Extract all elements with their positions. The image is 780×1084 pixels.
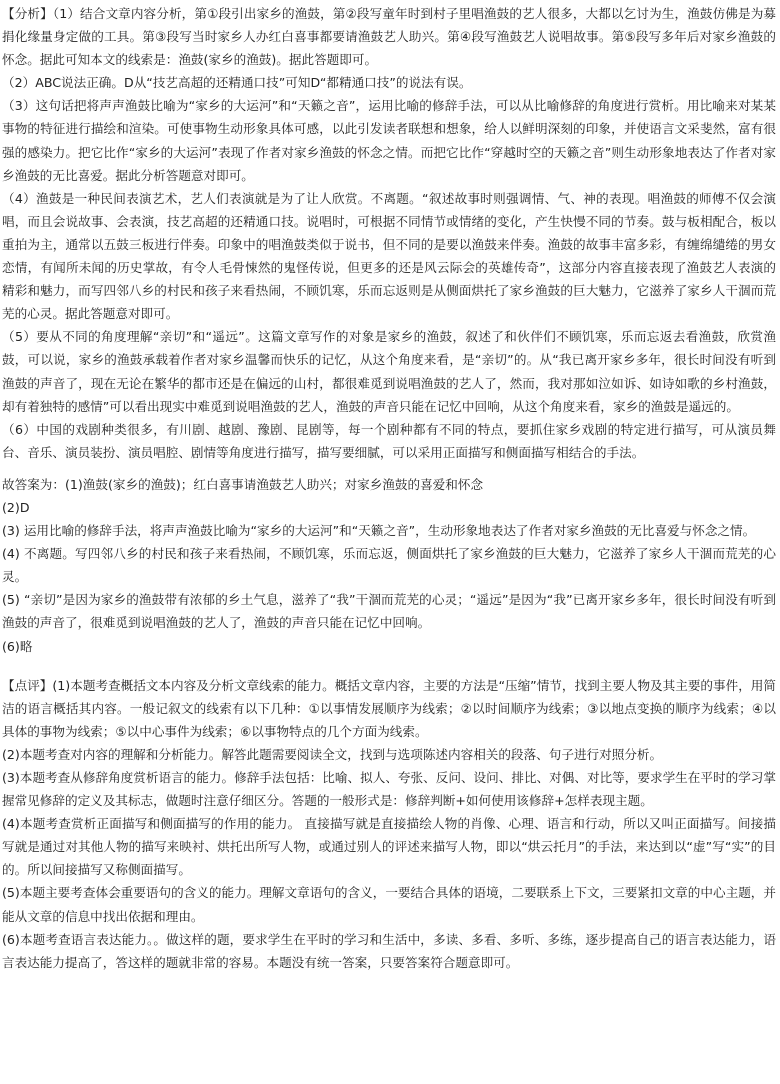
- answer-section: [2, 473, 776, 658]
- answer-line-2: (2)D: [2, 499, 30, 515]
- section-spacer: [2, 658, 776, 674]
- comment-paragraph-1: 【点评】(1)本题考查概括文本内容及分析文章线索的能力。概括文章内容，主要的方法是“压缩”情节，找到主要人物及其主要的事件，用简洁的语言概括其内容。一般记叙文的线索有以下几种：①以事情发展顺序为线索；②以时间顺序为线索；③以地点变换的顺序为线索；④以具体的事物为线索；⑤以中心事件为线索；⑥以事物特点的几个方面为线索。: [2, 677, 776, 739]
- analysis-paragraph-6: （6）中国的戏剧种类很多，有川剧、越剧、豫剧、昆剧等，每一个剧种都有不同的特点，要抓住家乡戏剧的特定进行描写，可从演员舞台、音乐、演员装扮、演员唱腔、剧情等角度进行描写，描写要细腻，可以采用正面描写和侧面描写相结合的手法。: [2, 421, 776, 460]
- answer-line-3: (3) 运用比喻的修辞手法，将声声渔鼓比喻为“家乡的大运河”和“天籁之音”，生动形象地表达了作者对家乡渔鼓的无比喜爱与怀念之情。: [2, 523, 756, 539]
- analysis-paragraph-1: 【分析】（1）结合文章内容分析，第①段引出家乡的渔鼓，第②段写童年时到村子里唱渔鼓的艺人很多，大都以乞讨为生，渔鼓仿佛是为募捐化缘量身定做的工具。第③段写当时家乡人办红白喜事都要请渔鼓艺人助兴。第④段写渔鼓艺人说唱故事。第⑤段写多年后对家乡渔鼓的怀念。据此可知本文的线索是：渔鼓(家乡的渔鼓)。据此答题即可。: [2, 6, 776, 68]
- comment-paragraph-3: (3)本题考查从修辞角度赏析语言的能力。修辞手法包括：比喻、拟人、夸张、反问、设问、排比、对偶、对比等，要求学生在平时的学习掌握常见修辞的定义及其标志，做题时注意仔细区分。答题的一般形式是：修辞判断+如何使用该修辞+怎样表现主题。: [2, 770, 776, 809]
- analysis-section: [2, 2, 776, 464]
- analysis-paragraph-2: （2）ABC说法正确。D从“技艺高超的还精通口技”可知D“都精通口技”的说法有误。: [2, 75, 472, 91]
- comment-paragraph-5: (5)本题主要考查体会重要语句的含义的能力。理解文章语句的含义，一要结合具体的语境，二要联系上下文，三要紧扣文章的中心主题，并能从文章的信息中找出依据和理由。: [2, 885, 776, 924]
- answer-line-6: (6)略: [2, 638, 33, 654]
- analysis-paragraph-5: （5）要从不同的角度理解“亲切”和“遥远”。这篇文章写作的对象是家乡的渔鼓，叙述了和伙伴们不顾饥寒，乐而忘返去看渔鼓，欣赏渔鼓，可以说，家乡的渔鼓承载着作者对家乡温馨而快乐的记忆，从这个角度来看，是“亲切”的。从“我已离开家乡多年，很长时间没有听到渔鼓的声音了，现在无论在繁华的都市还是在偏远的山村，都很难觅到说唱渔鼓的艺人了，然而，我对那如泣如诉、如诗如歌的乡村渔鼓，却有着独特的感情”可以看出现实中难觅到说唱渔鼓的艺人，渔鼓的声音只能在记忆中回响，从这个角度来看，家乡的渔鼓是遥远的。: [2, 329, 776, 414]
- comment-paragraph-4: (4)本题考查赏析正面描写和侧面描写的作用的能力。 直接描写就是直接描绘人物的肖像、心理、语言和行动，所以又叫正面描写。间接描写就是通过对其他人物的描写来映衬、烘托出所写人物，或通过别人的评述来描写人物，即以“烘云托月”的手法，来达到以“虚”写“实”的目的。所以间接描写又称侧面描写。: [2, 816, 776, 878]
- analysis-paragraph-4: （4）渔鼓是一种民间表演艺术，艺人们表演就是为了让人欣赏。不离题。“叙述故事时则强调情、气、神的表现。唱渔鼓的师傅不仅会演唱，而且会说故事、会表演，技艺高超的还精通口技。说唱时，可根据不同情节或情绪的变化，产生快慢不同的节奏。鼓与板相配合，板以重拍为主，通常以五鼓三板进行伴奏。印象中的唱渔鼓类似于说书，但不同的是要以渔鼓来伴奏。渔鼓的故事丰富多彩，有缠绵缱绻的男女恋情，有闻所未闻的历史掌故，有令人毛骨悚然的鬼怪传说，但更多的还是风云际会的英雄传奇”，这部分内容直接表现了渔鼓艺人表演的精彩和魅力，而写四邻八乡的村民和孩子来看热闹，不顾饥寒，乐而忘返则是从侧面烘托了家乡渔鼓的巨大魅力，它滋养了家乡人干涸而荒芜的心灵。据此答题意对即可。: [2, 190, 776, 322]
- section-spacer: [2, 464, 776, 473]
- answer-line-5: (5) “亲切”是因为家乡的渔鼓带有浓郁的乡土气息，滋养了“我”干涸而荒芜的心灵；“遥远”是因为“我”已离开家乡多年，很长时间没有听到渔鼓的声音了，很难觅到说唱渔鼓的艺人了，渔鼓的声音只能在记忆中回响。: [2, 592, 776, 631]
- comment-paragraph-6: (6)本题考查语言表达能力。。做这样的题，要求学生在平时的学习和生活中，多读、多看、多听、多练，逐步提高自己的语言表达能力，语言表达能力提高了，答这样的题就非常的容易。本题没有统一答案，只要答案符合题意即可。: [2, 931, 776, 970]
- answer-line-1: 故答案为：(1)渔鼓(家乡的渔鼓)；红白喜事请渔鼓艺人助兴；对家乡渔鼓的喜爱和怀念: [2, 476, 484, 492]
- comment-section: [2, 674, 776, 974]
- answer-line-4: (4) 不离题。写四邻八乡的村民和孩子来看热闹，不顾饥寒，乐而忘返，侧面烘托了家乡渔鼓的巨大魅力，它滋养了家乡人干涸而荒芜的心灵。: [2, 546, 776, 585]
- analysis-paragraph-3: （3）这句话把将声声渔鼓比喻为“家乡的大运河”和“天籁之音”，运用比喻的修辞手法，可以从比喻修辞的角度进行赏析。用比喻来对某某事物的特征进行描绘和渲染。可使事物生动形象具体可感，以此引发读者联想和想象，给人以鲜明深刻的印象，并使语言文采斐然，富有很强的感染力。把它比作“家乡的大运河”表现了作者对家乡渔鼓的怀念之情。而把它比作“穿越时空的天籁之音”则生动形象地表达了作者对家乡渔鼓的无比喜爱。据此分析答题意对即可。: [2, 98, 776, 183]
- comment-paragraph-2: (2)本题考查对内容的理解和分析能力。解答此题需要阅读全文，找到与选项陈述内容相关的段落、句子进行对照分析。: [2, 746, 663, 762]
